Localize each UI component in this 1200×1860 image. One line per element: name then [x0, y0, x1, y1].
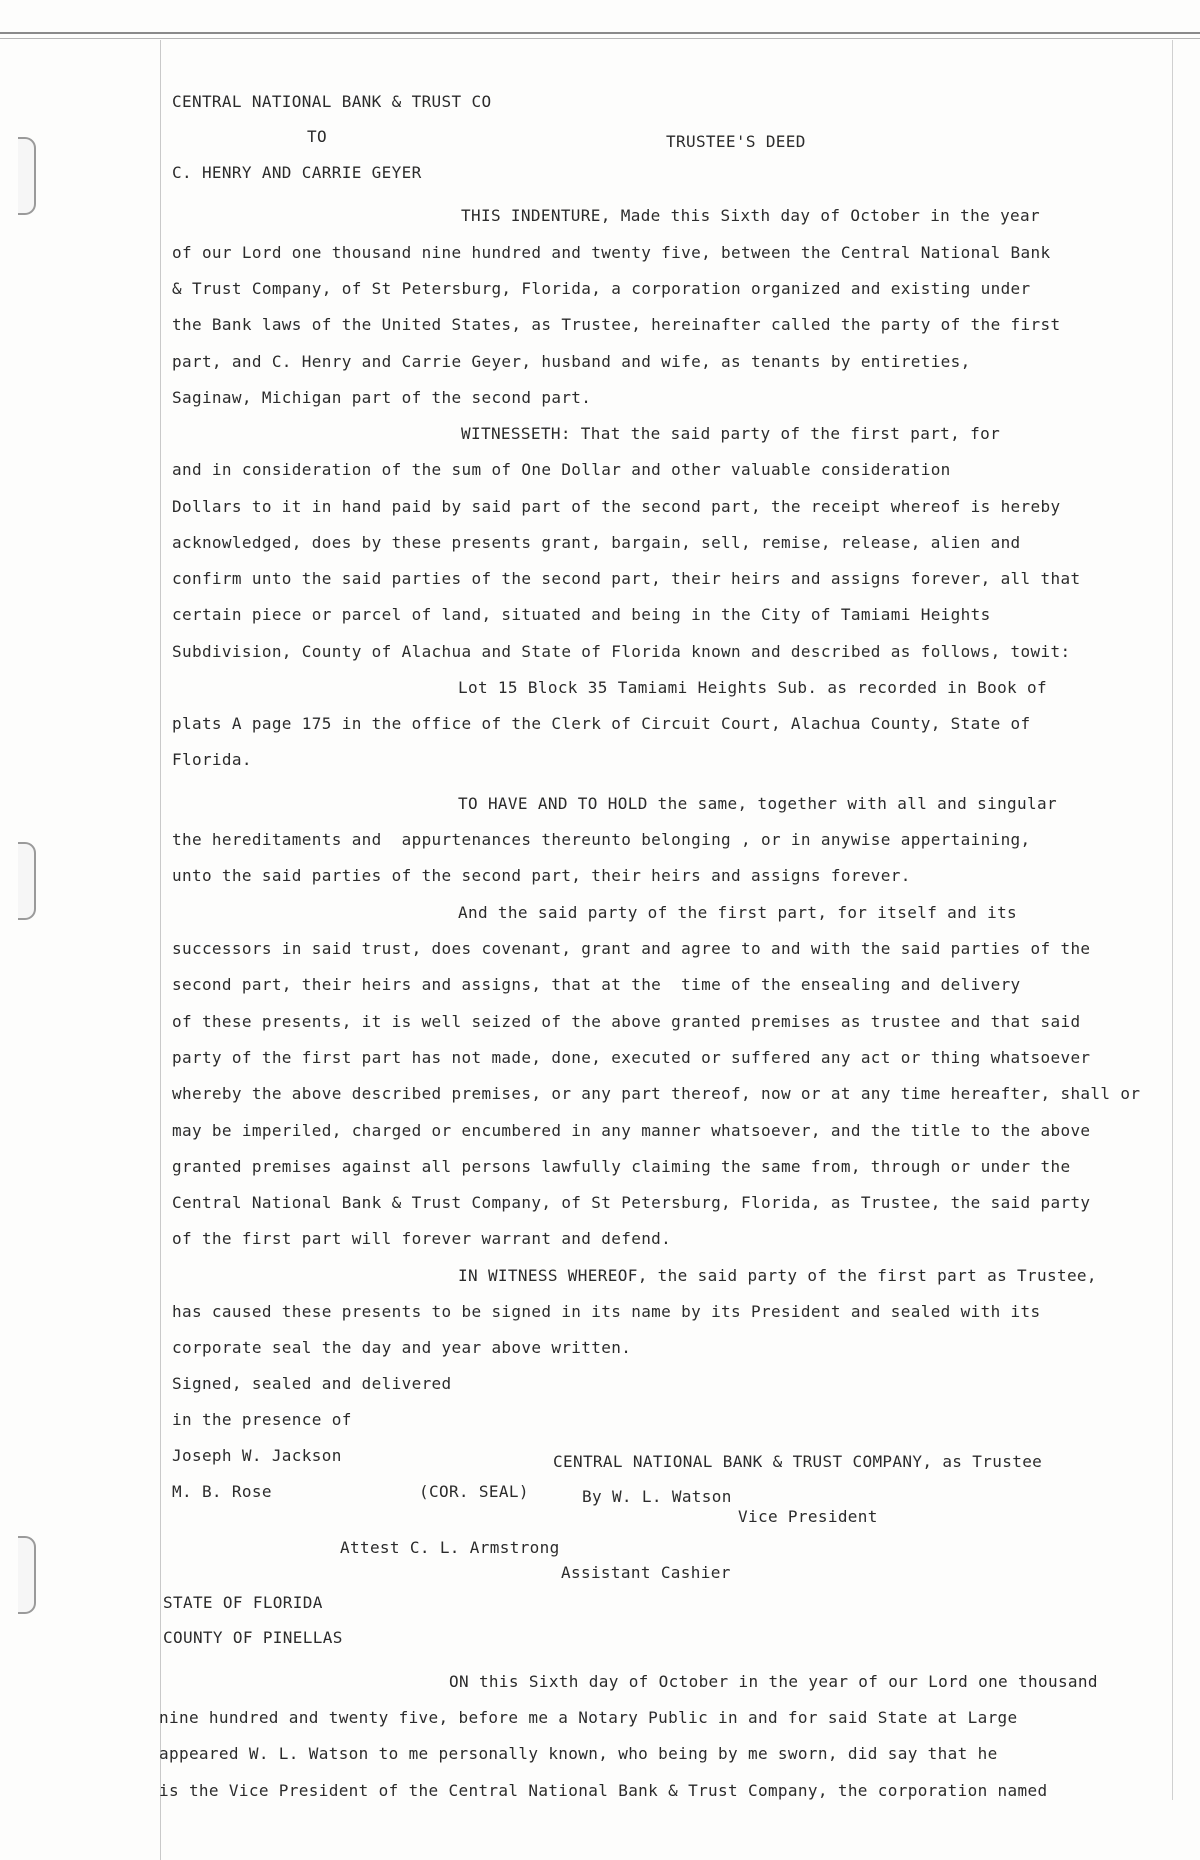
body-line: THIS INDENTURE, Made this Sixth day of October in the year — [461, 206, 1041, 225]
body-line: certain piece or parcel of land, situated and being in the City of Tamiami Heights — [172, 605, 991, 624]
attest-name: Attest C. L. Armstrong — [340, 1538, 560, 1557]
body-line: successors in said trust, does covenant, grant and agree to and with the said parties of the — [172, 939, 1091, 958]
body-line: Subdivision, County of Alachua and State of Florida known and described as follows, towit: — [172, 642, 1071, 661]
body-line: IN WITNESS WHEREOF, the said party of the first part as Trustee, — [458, 1266, 1097, 1285]
right-page-edge — [1172, 40, 1173, 1800]
body-line: Central National Bank & Trust Company, of St Petersburg, Florida, as Trustee, the said party — [172, 1193, 1091, 1212]
body-line: the hereditaments and appurtenances thereunto belonging , or in anywise appertaining, — [172, 830, 1031, 849]
corporate-seal-label: (COR. SEAL) — [419, 1482, 529, 1501]
attest-title: Assistant Cashier — [561, 1563, 731, 1582]
witness-name: M. B. Rose — [172, 1482, 272, 1501]
body-line: has caused these presents to be signed in its name by its President and sealed with its — [172, 1302, 1041, 1321]
body-line: acknowledged, does by these presents grant, bargain, sell, remise, release, alien and — [172, 533, 1021, 552]
top-border-line — [0, 32, 1200, 34]
body-line: of these presents, it is well seized of the above granted premises as trustee and that said — [172, 1012, 1081, 1031]
property-description-line: Florida. — [172, 750, 252, 769]
acknowledgment-line: nine hundred and twenty five, before me a Notary Public in and for said State at Large — [159, 1708, 1018, 1727]
body-line: unto the said parties of the second part, their heirs and assigns forever. — [172, 866, 911, 885]
acknowledgment-line: appeared W. L. Watson to me personally known, who being by me sworn, did say that he — [159, 1744, 998, 1763]
notary-state: STATE OF FLORIDA — [163, 1593, 323, 1612]
body-line: confirm unto the said parties of the second part, their heirs and assigns forever, all that — [172, 569, 1081, 588]
body-line: may be imperiled, charged or encumbered in any manner whatsoever, and the title to the above — [172, 1121, 1091, 1140]
to-label: TO — [307, 127, 327, 146]
body-line: the Bank laws of the United States, as Trustee, hereinafter called the party of the first — [172, 315, 1061, 334]
grantor-name: CENTRAL NATIONAL BANK & TRUST CO — [172, 92, 492, 111]
top-border-line-secondary — [0, 38, 1200, 39]
trustee-company-name: CENTRAL NATIONAL BANK & TRUST COMPANY, as Trustee — [553, 1452, 1043, 1471]
grantee-name: C. HENRY AND CARRIE GEYER — [172, 163, 422, 182]
body-line: granted premises against all persons lawfully claiming the same from, through or under the — [172, 1157, 1071, 1176]
witness-name: Joseph W. Jackson — [172, 1446, 342, 1465]
body-line: & Trust Company, of St Petersburg, Florida, a corporation organized and existing under — [172, 279, 1031, 298]
left-margin-rule — [160, 40, 161, 1860]
body-line: TO HAVE AND TO HOLD the same, together with all and singular — [458, 794, 1057, 813]
body-line: WITNESSETH: That the said party of the first part, for — [461, 424, 1001, 443]
signatory-name: By W. L. Watson — [582, 1487, 732, 1506]
body-line: second part, their heirs and assigns, that at the time of the ensealing and delivery — [172, 975, 1021, 994]
binder-punch-hole-icon — [18, 842, 36, 920]
notary-county: COUNTY OF PINELLAS — [163, 1628, 343, 1647]
signing-clause: Signed, sealed and delivered — [172, 1374, 452, 1393]
body-line: of the first part will forever warrant and defend. — [172, 1229, 672, 1248]
body-line: corporate seal the day and year above written. — [172, 1338, 632, 1357]
body-line: whereby the above described premises, or any part thereof, now or at any time hereafter, shall or — [172, 1084, 1141, 1103]
signing-clause: in the presence of — [172, 1410, 352, 1429]
body-line: Dollars to it in hand paid by said part of the second part, the receipt whereof is hereby — [172, 497, 1061, 516]
body-line: Saginaw, Michigan part of the second part. — [172, 388, 592, 407]
body-line: And the said party of the first part, for itself and its — [458, 903, 1018, 922]
body-line: and in consideration of the sum of One Dollar and other valuable consideration — [172, 460, 951, 479]
body-line: party of the first part has not made, done, executed or suffered any act or thing whatsoever — [172, 1048, 1091, 1067]
body-line: of our Lord one thousand nine hundred and twenty five, between the Central National Bank — [172, 243, 1051, 262]
acknowledgment-line: ON this Sixth day of October in the year of our Lord one thousand — [449, 1672, 1098, 1691]
property-description-line: Lot 15 Block 35 Tamiami Heights Sub. as recorded in Book of — [458, 678, 1047, 697]
body-line: part, and C. Henry and Carrie Geyer, husband and wife, as tenants by entireties, — [172, 352, 971, 371]
acknowledgment-line: is the Vice President of the Central National Bank & Trust Company, the corporation named — [159, 1781, 1048, 1800]
binder-punch-hole-icon — [18, 137, 36, 215]
deed-type-title: TRUSTEE'S DEED — [666, 132, 806, 151]
property-description-line: plats A page 175 in the office of the Clerk of Circuit Court, Alachua County, State of — [172, 714, 1031, 733]
signatory-title: Vice President — [738, 1507, 878, 1526]
binder-punch-hole-icon — [18, 1536, 36, 1614]
